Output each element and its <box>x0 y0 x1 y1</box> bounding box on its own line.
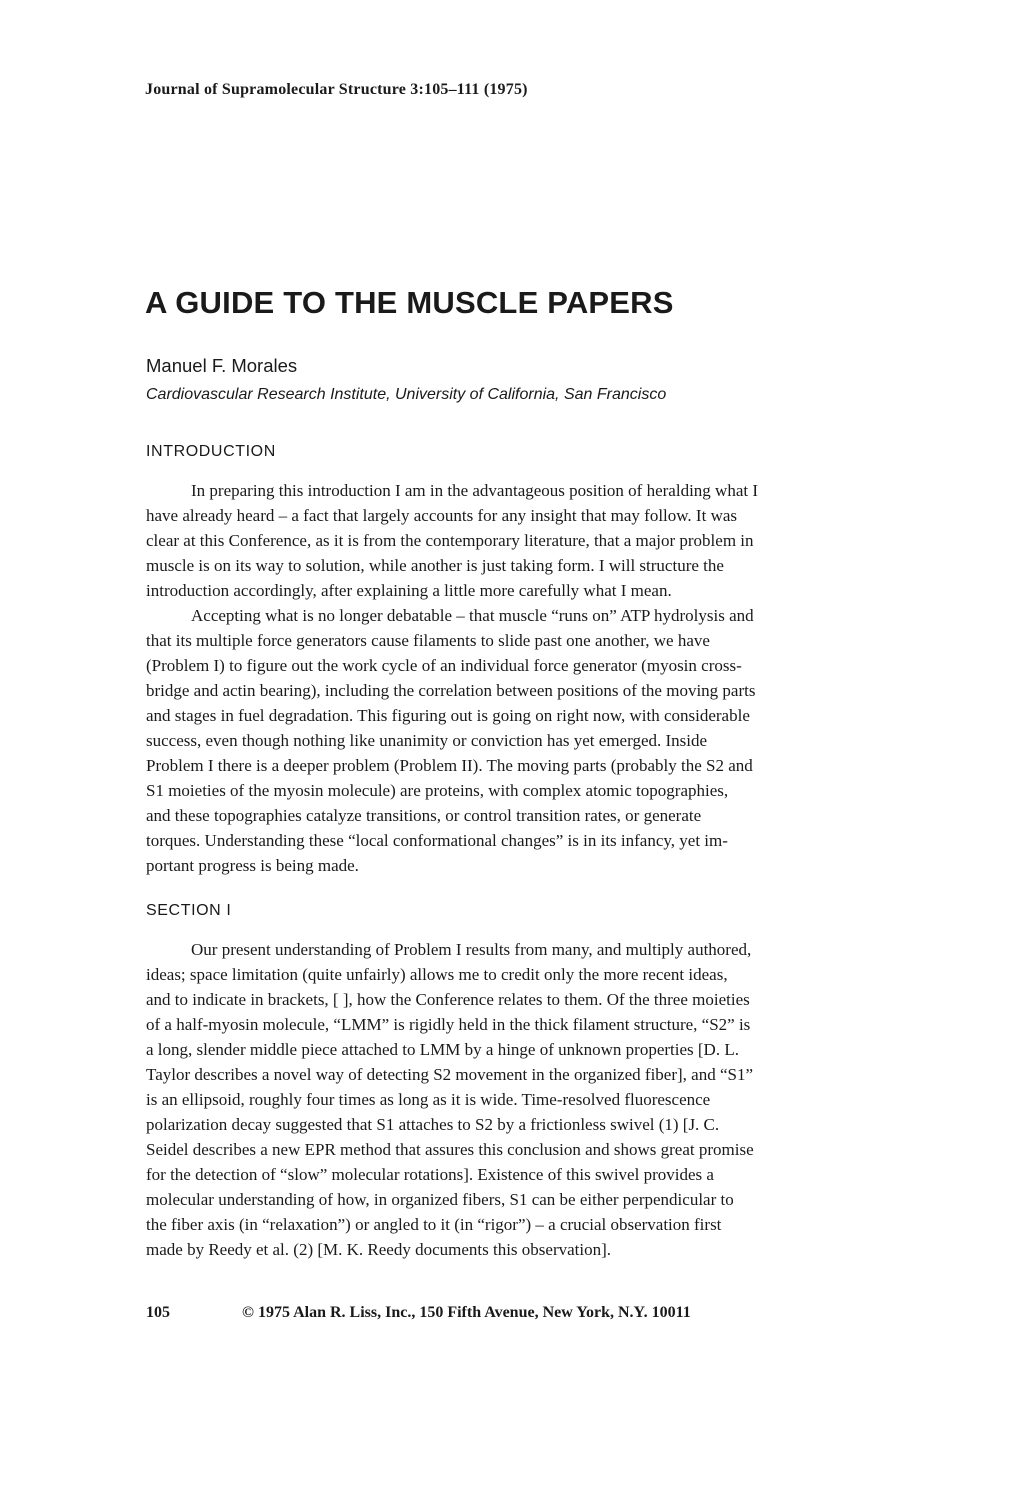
text-line: (Problem I) to figure out the work cycle of an individual force generator (myosin cross- <box>146 656 742 675</box>
journal-header: Journal of Supramolecular Structure 3:105–111 (1975) <box>145 81 528 98</box>
text-line: of a half-myosin molecule, “LMM” is rigidly held in the thick filament structure, “S2” is <box>146 1015 751 1034</box>
text-line: success, even though nothing like unanimity or conviction has yet emerged. Inside <box>146 731 708 750</box>
text-line: and to indicate in brackets, [ ], how the Conference relates to them. Of the three moieties <box>146 990 750 1009</box>
author-affiliation: Cardiovascular Research Institute, University of California, San Francisco <box>146 386 667 403</box>
text-line: Seidel describes a new EPR method that assures this conclusion and shows great promise <box>146 1140 754 1159</box>
page-number: 105 <box>146 1304 170 1321</box>
text-line: Problem I there is a deeper problem (Problem II). The moving parts (probably the S2 and <box>146 756 753 775</box>
text-line: and these topographies catalyze transitions, or control transition rates, or generate <box>146 806 702 825</box>
text-line: Accepting what is no longer debatable – that muscle “runs on” ATP hydrolysis and <box>191 606 754 625</box>
text-line: torques. Understanding these “local conformational changes” is in its infancy, yet im- <box>146 831 728 850</box>
text-line: Our present understanding of Problem I results from many, and multiply authored, <box>191 940 752 959</box>
text-line: have already heard – a fact that largely accounts for any insight that may follow. It was <box>146 506 738 525</box>
text-line: introduction accordingly, after explaining a little more carefully what I mean. <box>146 581 672 600</box>
section-one-heading: SECTION I <box>146 902 232 919</box>
paper-title: A GUIDE TO THE MUSCLE PAPERS <box>145 285 674 320</box>
text-line: molecular understanding of how, in organized fibers, S1 can be either perpendicular to <box>146 1190 734 1209</box>
text-line: clear at this Conference, as it is from the contemporary literature, that a major problem in <box>146 531 754 550</box>
text-line: portant progress is being made. <box>146 856 359 875</box>
text-line: In preparing this introduction I am in the advantageous position of heralding what I <box>191 481 759 500</box>
text-line: for the detection of “slow” molecular rotations]. Existence of this swivel provides a <box>146 1165 714 1184</box>
text-line: polarization decay suggested that S1 attaches to S2 by a frictionless swivel (1) [J. C. <box>146 1115 720 1134</box>
text-line: is an ellipsoid, roughly four times as long as it is wide. Time-resolved fluorescence <box>146 1090 711 1109</box>
text-line: muscle is on its way to solution, while another is just taking form. I will structure the <box>146 556 724 575</box>
text-line: bridge and actin bearing), including the correlation between positions of the moving parts <box>146 681 756 700</box>
text-line: the fiber axis (in “relaxation”) or angled to it (in “rigor”) – a crucial observation first <box>146 1215 722 1234</box>
text-line: a long, slender middle piece attached to LMM by a hinge of unknown properties [D. L. <box>146 1040 739 1059</box>
introduction-heading: INTRODUCTION <box>146 443 276 460</box>
text-line: and stages in fuel degradation. This figuring out is going on right now, with considerable <box>146 706 750 725</box>
text-line: that its multiple force generators cause filaments to slide past one another, we have <box>146 631 710 650</box>
text-line: Taylor describes a novel way of detecting S2 movement in the organized fiber], and “S1” <box>146 1065 753 1084</box>
text-line: made by Reedy et al. (2) [M. K. Reedy documents this observation]. <box>146 1240 612 1259</box>
text-line: ideas; space limitation (quite unfairly) allows me to credit only the more recent ideas, <box>146 965 728 984</box>
text-line: S1 moieties of the myosin molecule) are proteins, with complex atomic topographies, <box>146 781 729 800</box>
author-name: Manuel F. Morales <box>146 355 298 376</box>
copyright-notice: © 1975 Alan R. Liss, Inc., 150 Fifth Avenue, New York, N.Y. 10011 <box>242 1304 691 1321</box>
